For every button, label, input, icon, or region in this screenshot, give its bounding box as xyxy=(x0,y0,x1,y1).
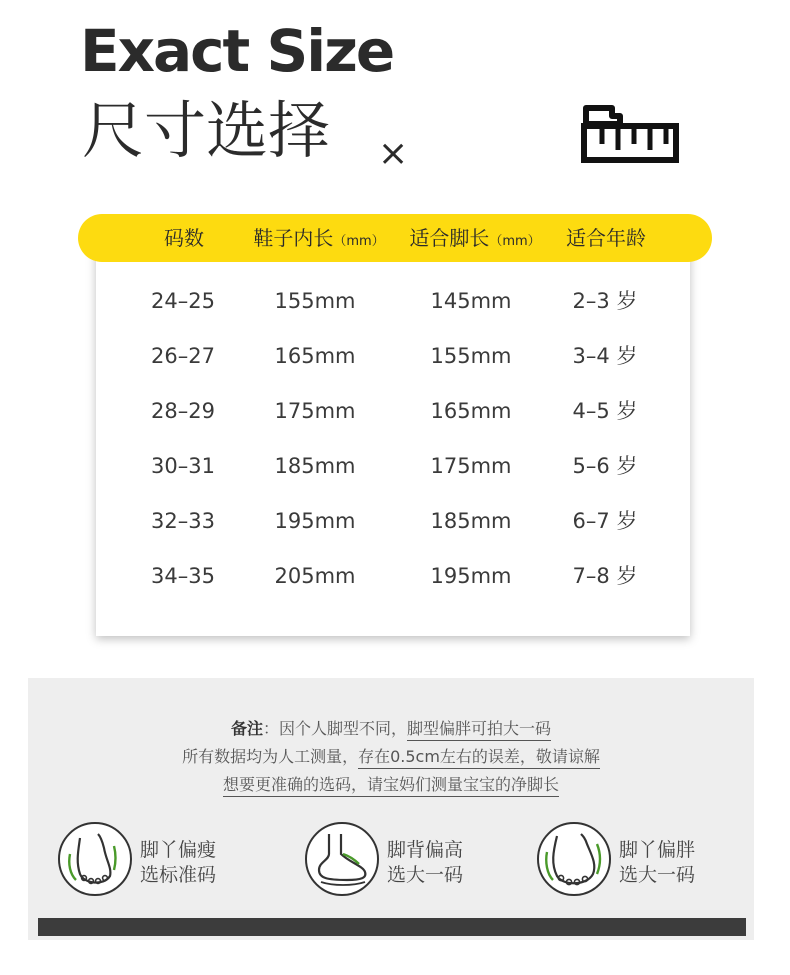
foot-tip-high-instep-text xyxy=(387,838,463,888)
title-chinese: 尺寸选择 xyxy=(82,94,331,167)
table-header-bar xyxy=(78,214,712,262)
bottom-divider-bar xyxy=(38,918,746,936)
table-row xyxy=(96,341,690,371)
row-size: 34–35 xyxy=(151,564,215,588)
table-row xyxy=(96,506,690,536)
title-x-mark: × xyxy=(378,133,409,174)
note-line-2-emphasis: 存在0.5cm左右的误差，敬请谅解 xyxy=(358,747,600,769)
header-shoe-length-label: 鞋子内长 xyxy=(253,226,334,250)
note-line-1-prefix: ：因个人脚型不同， xyxy=(262,719,407,738)
table-row xyxy=(96,286,690,316)
note-line-3 xyxy=(28,772,754,795)
note-label: 备注 xyxy=(230,719,263,738)
header-foot-length xyxy=(402,214,548,262)
ruler-icon xyxy=(580,104,680,166)
row-age: 7–8 岁 xyxy=(572,564,638,588)
header-age-label: 适合年龄 xyxy=(566,226,646,250)
row-foot-length: 195mm xyxy=(430,564,512,588)
note-line-3-text: 想要更准确的选码，请宝妈们测量宝宝的净脚长 xyxy=(223,775,559,797)
header-age xyxy=(556,214,656,262)
note-line-1 xyxy=(28,716,754,739)
note-line-2-prefix: 所有数据均为人工测量， xyxy=(182,747,359,766)
header-size-label: 码数 xyxy=(164,226,204,250)
size-table-card xyxy=(96,238,690,636)
foot-tip-wide-line2: 选大一码 xyxy=(619,864,696,886)
foot-tip-thin-text xyxy=(140,838,216,888)
row-foot-length: 175mm xyxy=(430,454,512,478)
row-shoe-length: 155mm xyxy=(274,289,356,313)
note-line-1-emphasis: 脚型偏胖可拍大一码 xyxy=(407,719,551,741)
row-shoe-length: 175mm xyxy=(274,399,356,423)
header-foot-length-label: 适合脚长 xyxy=(409,226,490,250)
row-foot-length: 165mm xyxy=(430,399,512,423)
foot-tip-wide-text xyxy=(619,838,695,888)
row-age: 4–5 岁 xyxy=(572,399,638,423)
table-row xyxy=(96,396,690,426)
row-size: 32–33 xyxy=(151,509,215,533)
row-shoe-length: 185mm xyxy=(274,454,356,478)
foot-tip-high-instep-line1: 脚背偏高 xyxy=(387,839,464,861)
row-shoe-length: 165mm xyxy=(274,344,356,368)
foot-tip-wide xyxy=(537,822,737,902)
foot-tip-thin-line2: 选标准码 xyxy=(140,864,217,886)
row-shoe-length: 205mm xyxy=(274,564,356,588)
row-age: 6–7 岁 xyxy=(572,509,638,533)
row-foot-length: 155mm xyxy=(430,344,512,368)
foot-tip-wide-line1: 脚丫偏胖 xyxy=(619,839,696,861)
table-row xyxy=(96,561,690,591)
foot-tip-thin xyxy=(58,822,258,902)
header-foot-length-unit: （mm） xyxy=(489,234,541,249)
header-shoe-length-unit: （mm） xyxy=(333,234,385,249)
foot-tip-high-instep-line2: 选大一码 xyxy=(387,864,464,886)
row-size: 28–29 xyxy=(151,399,215,423)
header-size xyxy=(148,214,220,262)
row-shoe-length: 195mm xyxy=(274,509,356,533)
row-age: 2–3 岁 xyxy=(572,289,638,313)
row-age: 5–6 岁 xyxy=(572,454,638,478)
foot-tip-thin-line1: 脚丫偏瘦 xyxy=(140,839,217,861)
header-shoe-length xyxy=(246,214,392,262)
foot-thin-icon xyxy=(58,822,132,896)
title-english: Exact Size xyxy=(80,17,394,85)
row-size: 26–27 xyxy=(151,344,215,368)
row-size: 24–25 xyxy=(151,289,215,313)
row-foot-length: 185mm xyxy=(430,509,512,533)
table-row xyxy=(96,451,690,481)
foot-wide-icon xyxy=(537,822,611,896)
row-foot-length: 145mm xyxy=(430,289,512,313)
note-line-2 xyxy=(28,744,754,767)
row-age: 3–4 岁 xyxy=(572,344,638,368)
row-size: 30–31 xyxy=(151,454,215,478)
foot-high-instep-icon xyxy=(305,822,379,896)
foot-tip-high-instep xyxy=(305,822,505,902)
